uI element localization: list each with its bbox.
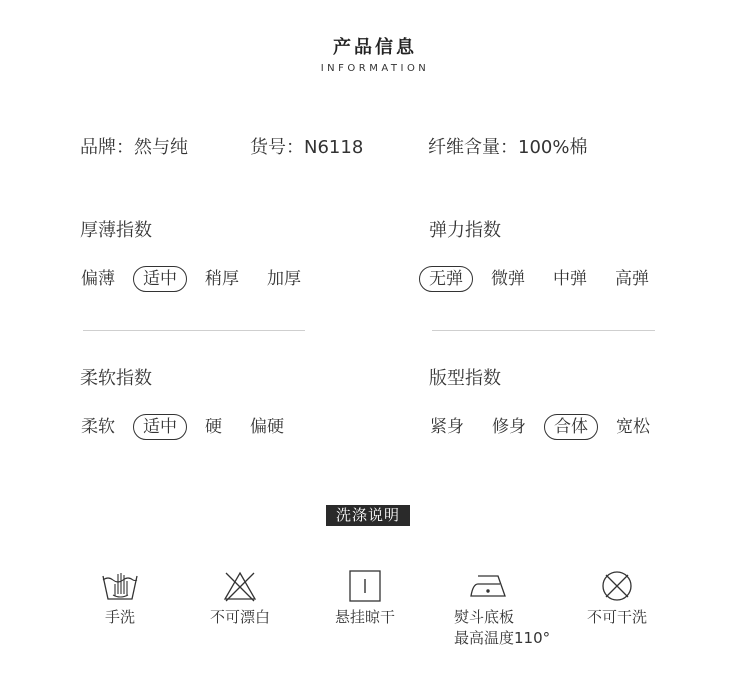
fit-option: 合体 xyxy=(544,414,598,440)
hand-wash-icon xyxy=(100,570,140,602)
care-label: 不可漂白 xyxy=(209,608,270,626)
fit-index-title: 版型指数 xyxy=(429,368,501,389)
fit-options xyxy=(429,414,668,440)
page-subtitle: INFORMATION xyxy=(320,63,430,74)
elasticity-option: 高弹 xyxy=(615,269,649,289)
thickness-options xyxy=(80,266,319,292)
thickness-option: 加厚 xyxy=(267,269,301,289)
softness-option: 硬 xyxy=(205,417,222,437)
care-label-secondary: 最高温度110° xyxy=(454,629,551,647)
care-instructions-heading: 洗涤说明 xyxy=(326,505,410,526)
care-label: 不可干洗 xyxy=(586,608,647,626)
thickness-index-title: 厚薄指数 xyxy=(80,220,152,241)
fit-option: 宽松 xyxy=(616,417,650,437)
care-label: 手洗 xyxy=(104,608,135,626)
softness-option: 适中 xyxy=(133,414,187,440)
brand-label: 品牌：然与纯 xyxy=(80,137,188,158)
line-dry-icon xyxy=(345,570,385,602)
fit-option: 紧身 xyxy=(430,417,464,437)
fit-option: 修身 xyxy=(492,417,526,437)
elasticity-option: 微弹 xyxy=(491,269,525,289)
thickness-option: 偏薄 xyxy=(81,269,115,289)
elasticity-option: 无弹 xyxy=(419,266,473,292)
softness-option: 偏硬 xyxy=(250,417,284,437)
softness-options xyxy=(80,414,302,440)
iron-icon xyxy=(465,570,513,602)
thickness-option: 适中 xyxy=(133,266,187,292)
divider-right xyxy=(432,330,655,331)
care-item-no-dry-clean xyxy=(562,570,672,627)
elasticity-index-title: 弹力指数 xyxy=(429,220,501,241)
no-dry-clean-icon xyxy=(597,570,637,602)
fiber-content-label: 纤维含量：100%棉 xyxy=(428,137,588,158)
care-item-line-dry xyxy=(310,570,420,627)
elasticity-options xyxy=(419,266,667,292)
care-label: 悬挂晾干 xyxy=(334,608,395,626)
elasticity-option: 中弹 xyxy=(553,269,587,289)
care-item-no-bleach xyxy=(185,570,295,627)
page-title: 产品信息 xyxy=(333,37,417,58)
care-item-iron xyxy=(434,570,551,648)
article-number-label: 货号：N6118 xyxy=(250,137,364,158)
thickness-option: 稍厚 xyxy=(205,269,239,289)
divider-left xyxy=(83,330,305,331)
softness-index-title: 柔软指数 xyxy=(80,368,152,389)
softness-option: 柔软 xyxy=(81,417,115,437)
care-item-hand-wash xyxy=(65,570,175,627)
no-bleach-icon xyxy=(220,570,260,602)
care-label: 熨斗底板 xyxy=(454,608,515,626)
